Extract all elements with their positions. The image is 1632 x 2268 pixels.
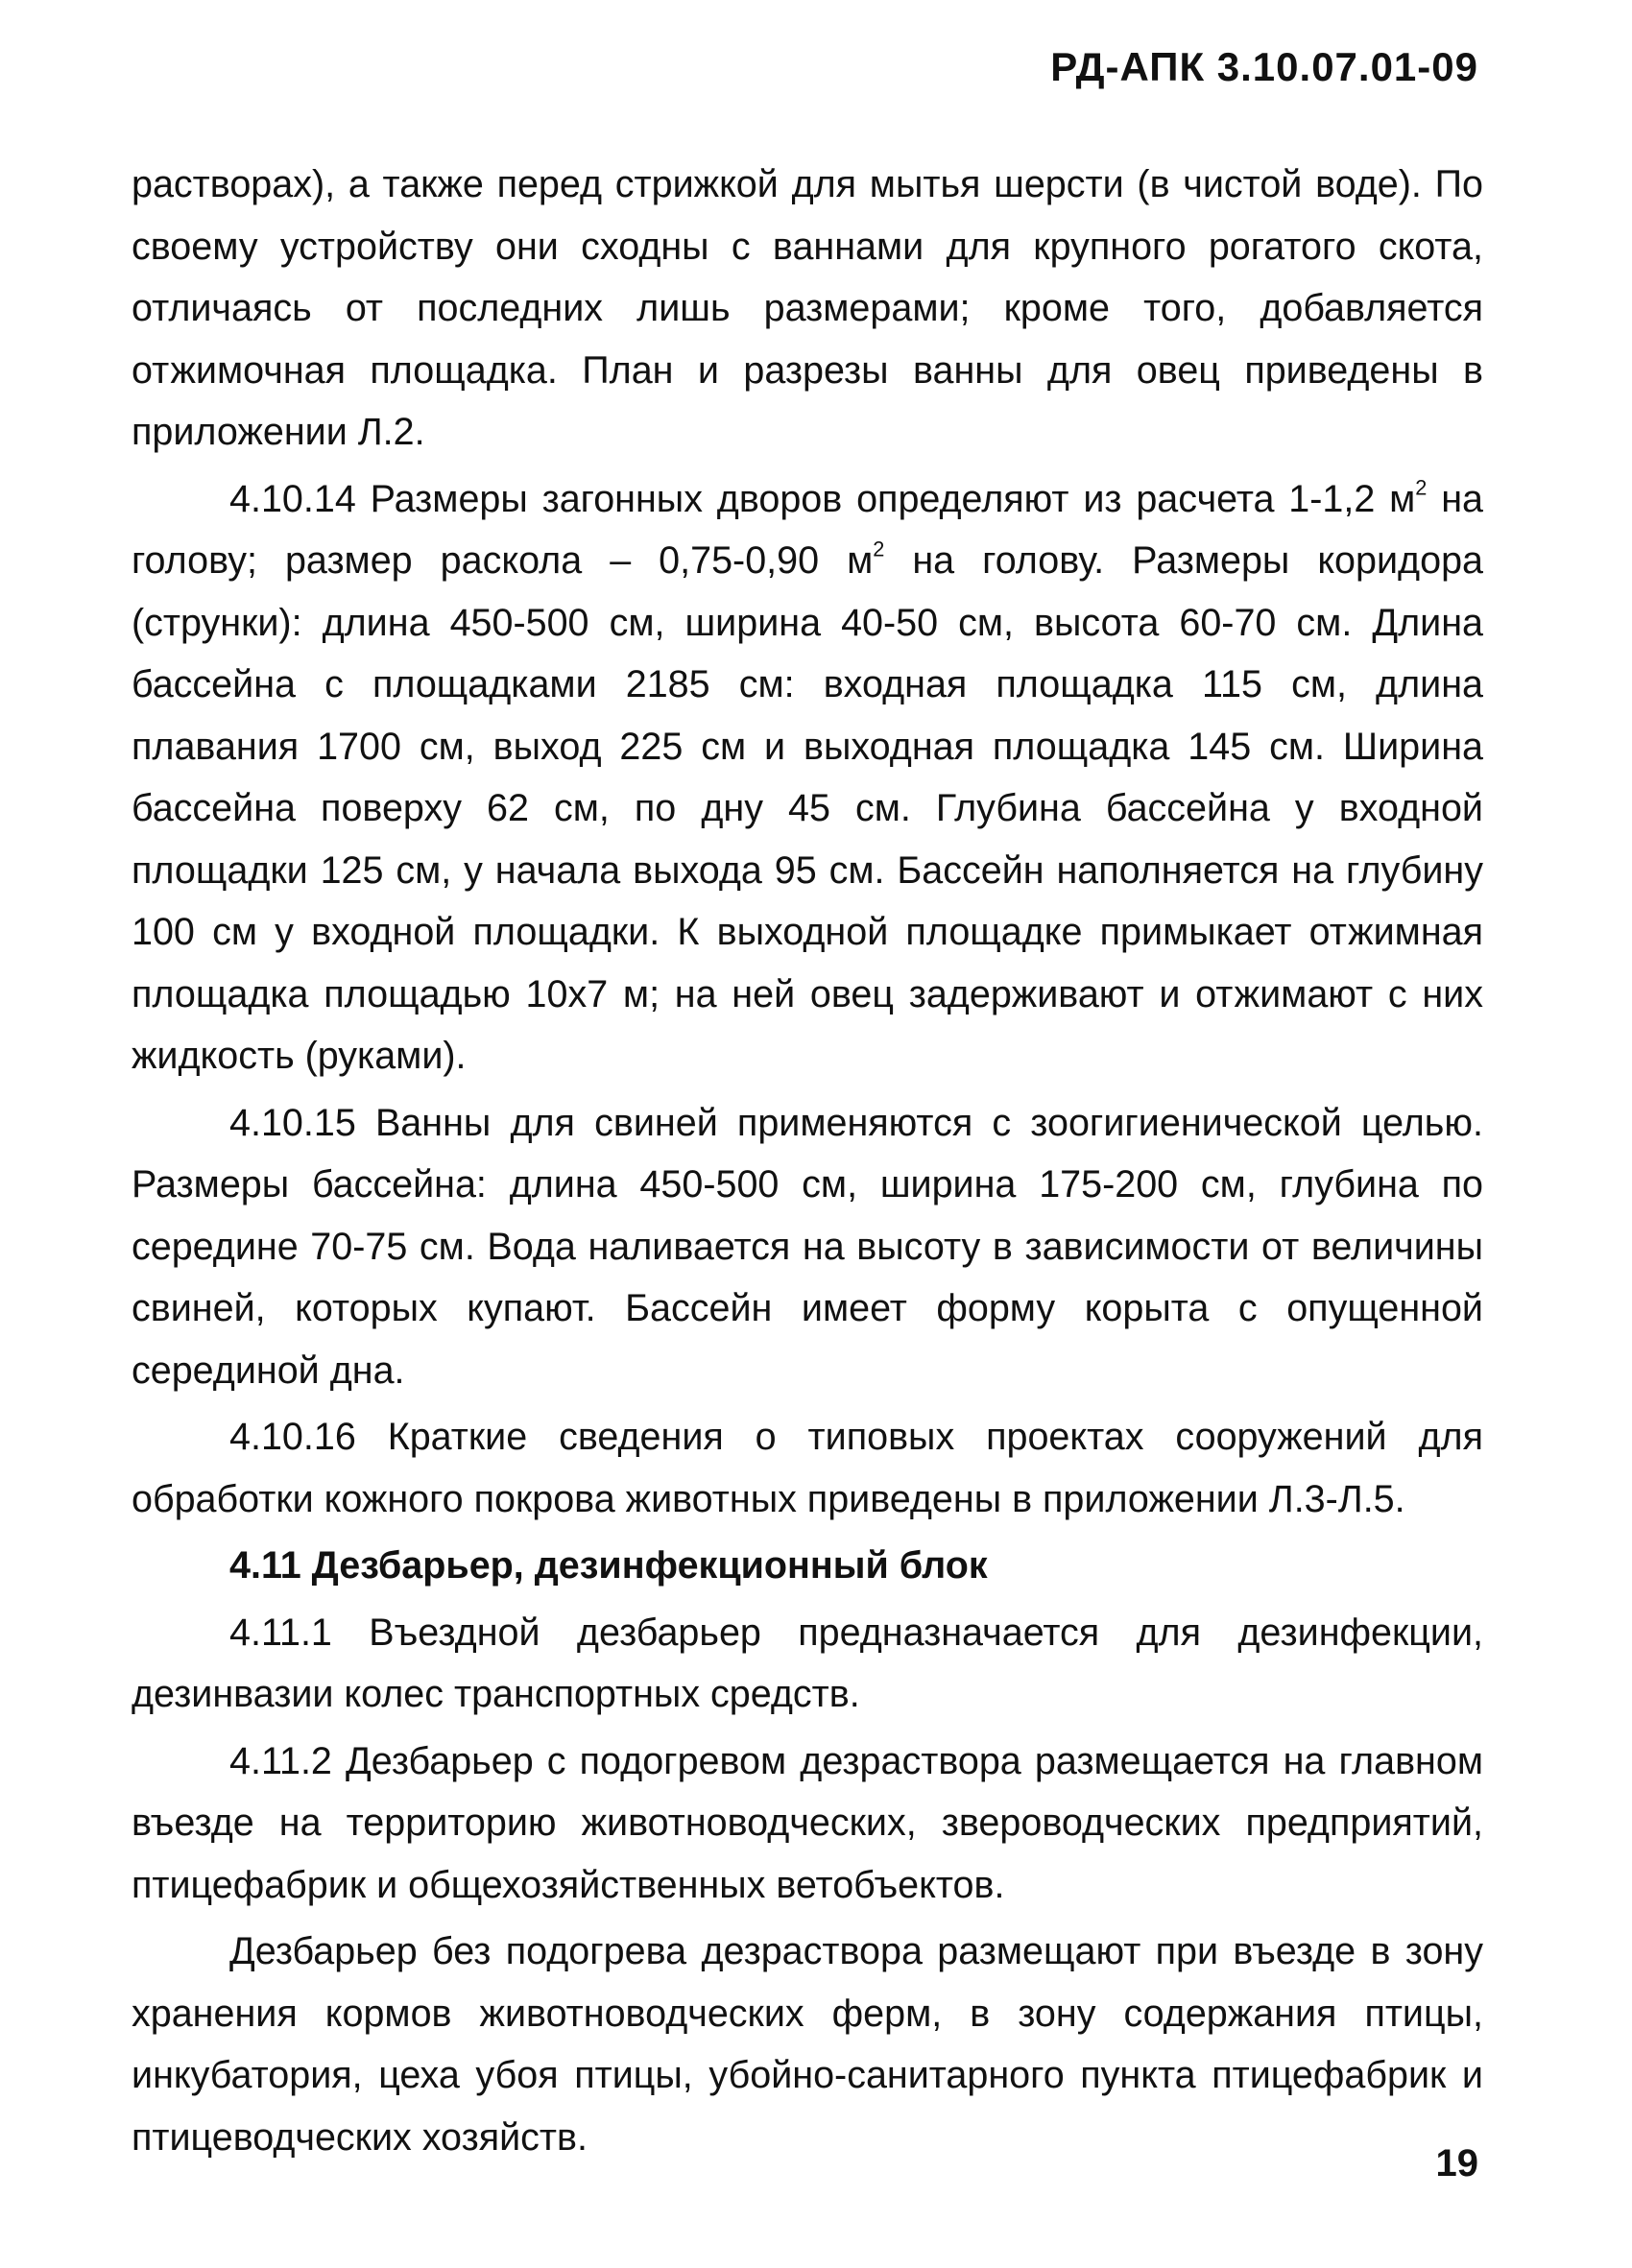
paragraph-4-11-2: 4.11.2 Дезбарьер с подогревом дезраствора размещается на главном въезде на территорию животноводческих, звероводческих предприятий, птицефабрик и общехозяйственных ветобъектов.: [132, 1739, 1483, 1906]
paragraph-dezbarrier-no-heating: Дезбарьер без подогрева дезраствора размещают при въезде в зону хранения кормов животноводческих ферм, в зону содержания птицы, инкубатория, цеха убоя птицы, убойно-санитарного пункта птицефабрик и птицеводческих хозяйств.: [132, 1930, 1483, 2159]
page-body: [132, 154, 1483, 2168]
paragraph-4-10-16: 4.10.16 Краткие сведения о типовых проектах сооружений для обработки кожного покрова животных приведены в приложении Л.3-Л.5.: [132, 1416, 1483, 1520]
superscript-square: 2: [873, 537, 885, 561]
paragraph-4-10-15: 4.10.15 Ванны для свиней применяются с зоогигиенической целью. Размеры бассейна: длина 450-500 см, ширина 175-200 см, глубина по середине 70-75 см. Вода наливается на высоту в зависимости от величины свиней, которых купают. Бассейн имеет форму корыта с опущенной серединой дна.: [132, 1101, 1483, 1392]
section-heading-4-11: 4.11 Дезбарьер, дезинфекционный блок: [229, 1544, 988, 1587]
paragraph-continuation: растворах), а также перед стрижкой для мытья шерсти (в чистой воде). По своему устройству они сходны с ваннами для крупного рогатого скота, отличаясь от последних лишь размерами; кроме того, добавляется отжимочная площадка. План и разрезы ванны для овец приведены в приложении Л.2.: [132, 163, 1483, 453]
page-number: 19: [1435, 2142, 1478, 2184]
paragraph-4-10-14: [132, 468, 1483, 1087]
paragraph-4-10-14-part-b: на голову; размер раскола – 0,75-0,90 м: [132, 477, 1483, 582]
superscript-square: 2: [1415, 475, 1428, 500]
paragraph-4-11-1: 4.11.1 Въездной дезбарьер предназначается для дезинфекции, дезинвазии колес транспортных средств.: [132, 1611, 1483, 1715]
paragraph-4-10-14-part-a: 4.10.14 Размеры загонных дворов определяют из расчета 1-1,2 м: [229, 477, 1416, 520]
paragraph-4-10-14-part-c: на голову. Размеры коридора (струнки): длина 450-500 см, ширина 40-50 см, высота 60-70 см. Длина бассейна с площадками 2185 см: входная площадка 115 см, длина плавания 1700 см, выход 225 см и выходная площадка 145 см. Ширина бассейна поверху 62 см, по дну 45 см. Глубина бассейна у входной площадки 125 см, у начала выхода 95 см. Бассейн наполняется на глубину 100 см у входной площадки. К выходной площадке примыкает отжимная площадка площадью 10х7 м; на ней овец задерживают и отжимают с них жидкость (руками).: [132, 539, 1484, 1077]
document-code: РД-АПК 3.10.07.01-09: [1050, 44, 1478, 89]
